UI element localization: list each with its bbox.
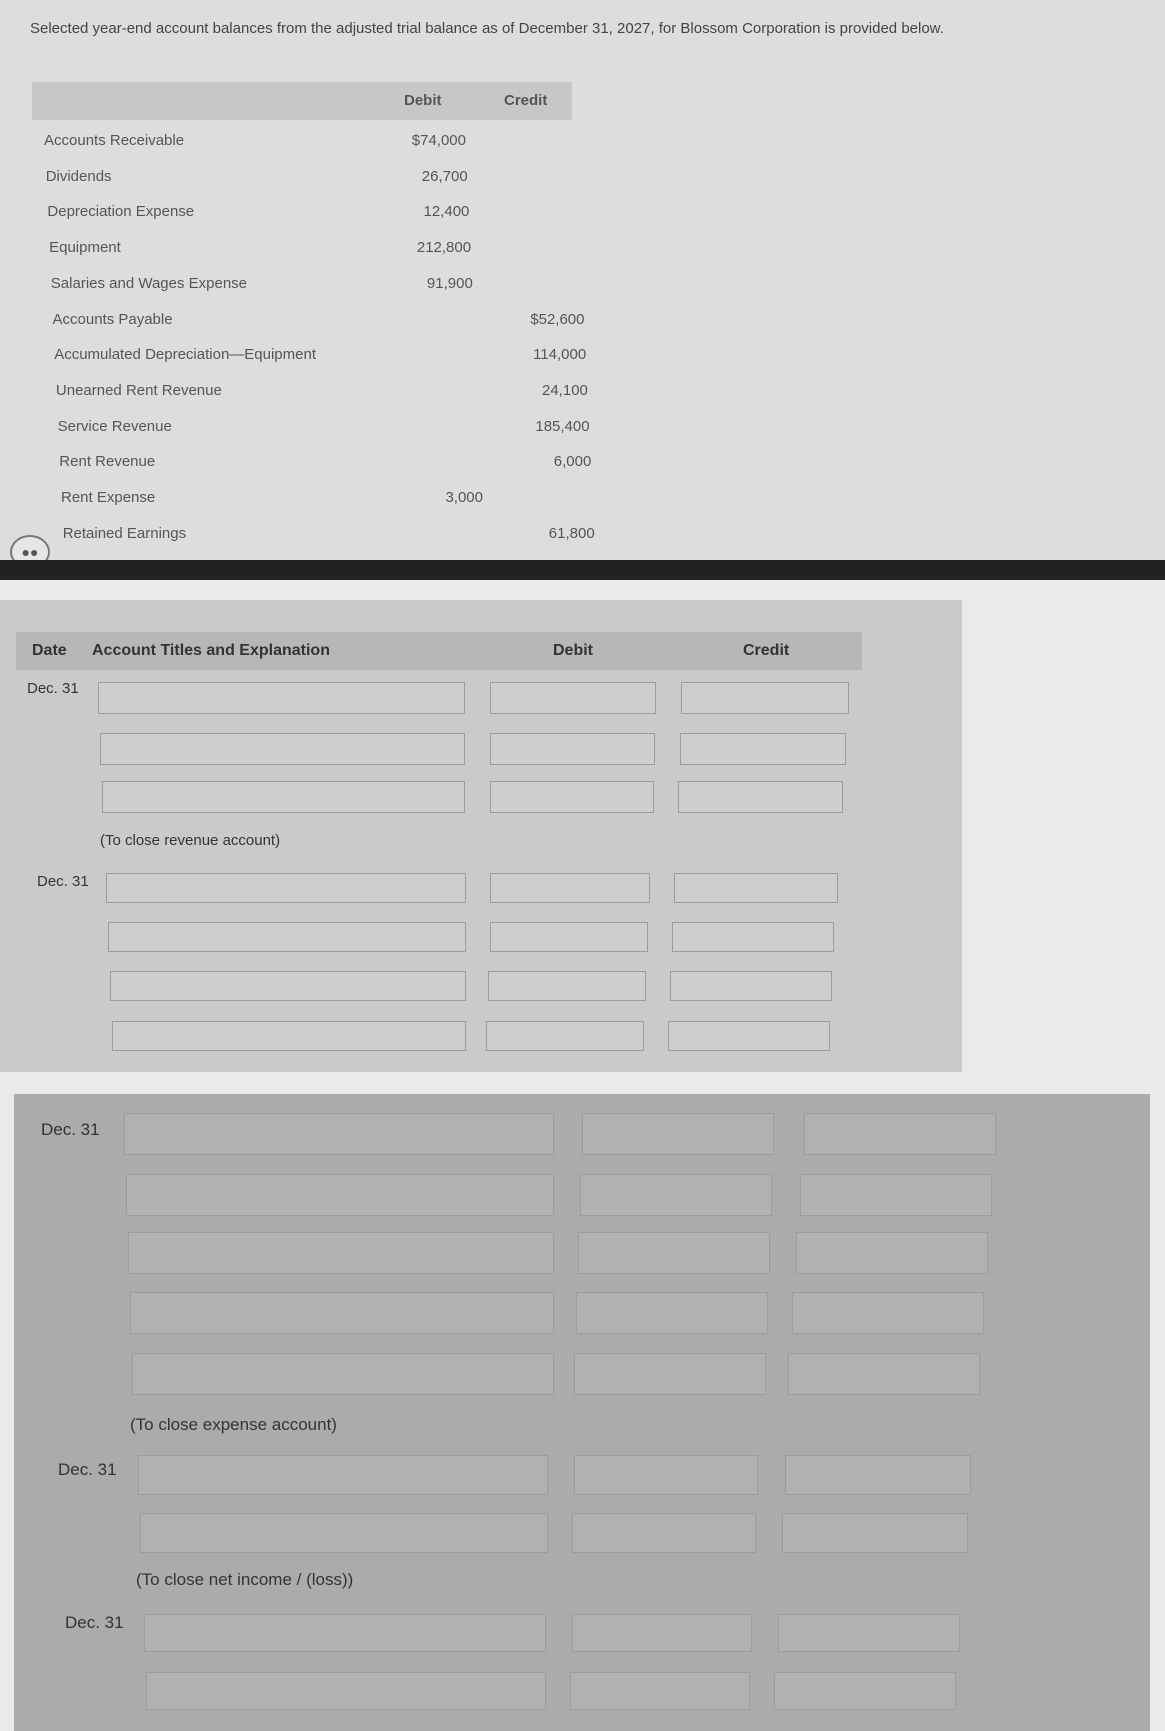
credit-amount: 24,100 xyxy=(542,381,588,399)
debit-input[interactable] xyxy=(576,1292,768,1334)
trial-balance-row xyxy=(59,525,619,555)
trial-balance-row xyxy=(50,346,610,376)
debit-column-header: Debit xyxy=(553,642,593,659)
trial-balance-row xyxy=(55,453,615,483)
entry-note: (To close net income / (loss)) xyxy=(136,1570,354,1589)
debit-input[interactable] xyxy=(490,733,655,765)
account-title-input[interactable] xyxy=(140,1513,548,1553)
account-title-input[interactable] xyxy=(146,1672,546,1710)
account-title-input[interactable] xyxy=(126,1174,554,1216)
credit-input[interactable] xyxy=(668,1021,830,1051)
credit-input[interactable] xyxy=(788,1353,980,1395)
credit-amount: 6,000 xyxy=(553,453,592,471)
trial-balance-row xyxy=(57,489,617,519)
debit-input[interactable] xyxy=(582,1113,774,1155)
trial-balance-row xyxy=(40,132,600,162)
credit-column-header: Credit xyxy=(743,642,790,659)
debit-input[interactable] xyxy=(574,1455,758,1495)
intro-text: Selected year-end account balances from the adjusted trial balance as of December 31, 2027, for Blossom Corporation is provided below. xyxy=(30,20,944,37)
debit-input[interactable] xyxy=(578,1232,770,1274)
entry-date: Dec. 31 xyxy=(41,1120,100,1139)
debit-input[interactable] xyxy=(572,1513,756,1553)
account-column-header: Account Titles and Explanation xyxy=(92,642,330,659)
journal-header xyxy=(16,632,862,670)
debit-amount: 3,000 xyxy=(445,489,483,506)
account-name: Retained Earnings xyxy=(62,524,187,542)
debit-input[interactable] xyxy=(580,1174,772,1216)
credit-input[interactable] xyxy=(785,1455,971,1495)
account-name: Unearned Rent Revenue xyxy=(55,381,222,399)
account-name: Accumulated Depreciation—Equipment xyxy=(54,346,316,364)
trial-balance-row xyxy=(49,311,609,341)
account-name: Accounts Receivable xyxy=(44,132,185,149)
debit-input[interactable] xyxy=(488,971,646,1001)
divider-bar xyxy=(0,560,1165,580)
trial-balance-row xyxy=(52,382,612,412)
credit-input[interactable] xyxy=(800,1174,992,1216)
account-name: Service Revenue xyxy=(57,417,172,435)
trial-balance-panel xyxy=(0,0,1165,578)
credit-header: Credit xyxy=(504,92,548,109)
entry-date: Dec. 31 xyxy=(27,680,79,697)
account-title-input[interactable] xyxy=(98,682,465,714)
entry-date: Dec. 31 xyxy=(58,1460,117,1479)
account-name: Depreciation Expense xyxy=(47,203,195,221)
account-title-input[interactable] xyxy=(144,1614,546,1652)
credit-amount: $52,600 xyxy=(530,310,585,328)
debit-input[interactable] xyxy=(490,922,648,952)
account-name: Rent Revenue xyxy=(59,453,156,471)
account-title-input[interactable] xyxy=(110,971,466,1001)
credit-input[interactable] xyxy=(778,1614,960,1652)
trial-balance-row xyxy=(47,275,607,305)
date-column-header: Date xyxy=(32,642,67,659)
debit-header: Debit xyxy=(404,92,442,109)
credit-input[interactable] xyxy=(792,1292,984,1334)
credit-amount: 61,800 xyxy=(548,524,595,542)
credit-input[interactable] xyxy=(672,922,834,952)
debit-input[interactable] xyxy=(490,873,650,903)
credit-input[interactable] xyxy=(782,1513,968,1553)
debit-amount: 212,800 xyxy=(416,239,472,257)
account-title-input[interactable] xyxy=(102,781,465,813)
account-title-input[interactable] xyxy=(130,1292,554,1334)
debit-input[interactable] xyxy=(574,1353,766,1395)
trial-balance-row xyxy=(43,203,603,233)
debit-amount: $74,000 xyxy=(411,132,466,149)
credit-input[interactable] xyxy=(670,971,832,1001)
trial-balance-row xyxy=(42,168,602,198)
account-title-input[interactable] xyxy=(108,922,466,952)
debit-input[interactable] xyxy=(490,781,654,813)
account-name: Rent Expense xyxy=(61,489,156,506)
debit-input[interactable] xyxy=(572,1614,752,1652)
account-name: Dividends xyxy=(45,167,112,185)
help-icon[interactable]: ●● xyxy=(10,535,50,569)
debit-amount: 12,400 xyxy=(423,203,470,221)
debit-input[interactable] xyxy=(486,1021,644,1051)
credit-amount: 185,400 xyxy=(535,417,590,435)
trial-balance-header xyxy=(32,82,572,120)
debit-amount: 26,700 xyxy=(421,167,468,185)
debit-input[interactable] xyxy=(490,682,656,714)
credit-input[interactable] xyxy=(774,1672,956,1710)
credit-input[interactable] xyxy=(678,781,843,813)
credit-input[interactable] xyxy=(796,1232,988,1274)
credit-amount: 114,000 xyxy=(533,346,587,364)
entry-date: Dec. 31 xyxy=(65,1613,124,1632)
account-title-input[interactable] xyxy=(100,733,465,765)
account-title-input[interactable] xyxy=(138,1455,548,1495)
account-name: Accounts Payable xyxy=(52,310,173,328)
entry-note: (To close revenue account) xyxy=(100,832,281,849)
trial-balance-row xyxy=(54,418,614,448)
debit-input[interactable] xyxy=(570,1672,750,1710)
account-title-input[interactable] xyxy=(128,1232,554,1274)
credit-input[interactable] xyxy=(674,873,838,903)
account-title-input[interactable] xyxy=(112,1021,466,1051)
trial-balance-row xyxy=(45,239,605,269)
entry-note: (To close expense account) xyxy=(130,1415,337,1434)
entry-date: Dec. 31 xyxy=(37,873,89,890)
account-title-input[interactable] xyxy=(106,873,466,903)
credit-input[interactable] xyxy=(681,682,849,714)
account-title-input[interactable] xyxy=(124,1113,554,1155)
credit-input[interactable] xyxy=(680,733,846,765)
account-name: Equipment xyxy=(49,239,121,257)
account-name: Salaries and Wages Expense xyxy=(50,274,248,292)
credit-input[interactable] xyxy=(804,1113,996,1155)
debit-amount: 91,900 xyxy=(426,274,473,292)
account-title-input[interactable] xyxy=(132,1353,554,1395)
